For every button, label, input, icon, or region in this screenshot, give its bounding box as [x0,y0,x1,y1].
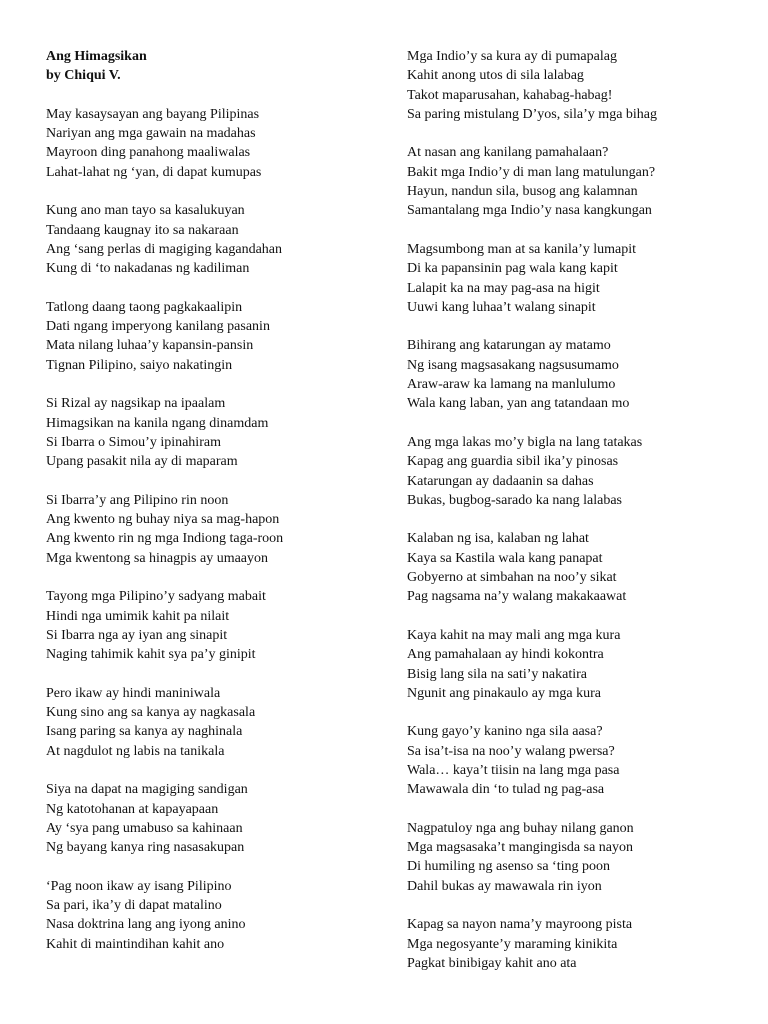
stanza [46,877,376,954]
stanza-gap [407,124,737,143]
stanza [407,529,737,606]
poem-line: Sa pari, ika’y di dapat matalino [46,898,222,914]
stanza-gap [407,703,737,722]
stanza [46,684,376,761]
poem-line: Pagkat binibigay kahit ano ata [407,955,577,971]
poem-line: Sa isa’t-isa na noo’y walang pwersa? [407,743,615,759]
poem-line: Hayun, nandun sila, busog ang kalamnan [407,184,638,200]
stanza-gap [407,414,737,433]
poem-line: Siya na dapat na magiging sandigan [46,782,248,798]
poem-line: ‘Pag noon ikaw ay isang Pilipino [46,878,232,894]
poem-line: Kaya kahit na may mali ang mga kura [407,627,621,643]
stanza [46,201,376,278]
stanza-gap [46,86,376,105]
poem-line: Kung di ‘to nakadanas ng kadiliman [46,261,250,277]
poem-line: Kaya sa Kastila wala kang panapat [407,550,603,566]
stanza [46,105,376,182]
poem-line: Si Ibarra nga ay iyan ang sinapit [46,627,228,643]
poem-line: Mga Indio’y sa kura ay di pumapalag [407,49,617,64]
stanza [46,780,376,857]
poem-line: Lahat-lahat ng ‘yan, di dapat kumupas [46,164,262,180]
stanza [46,394,376,471]
poem-line: Isang paring sa kanya ay naghinala [46,724,243,740]
poem-line: Mayroon ding panahong maaliwalas [46,145,251,161]
poem-line: Katarungan ay dadaanin sa dahas [407,473,594,489]
poem-line: Bihirang ang katarungan ay matamo [407,338,611,354]
poem-line: Pag nagsama na’y walang makakaawat [407,589,627,605]
poem-line: Tandaang kaugnay ito sa nakaraan [46,222,239,238]
poem-line: Bakit mga Indio’y di man lang matulungan? [407,164,656,180]
poem-line: Himagsikan na kanila ngang dinamdam [46,415,269,431]
stanza-gap [407,607,737,626]
poem-line: Ay ‘sya pang umabuso sa kahinaan [46,820,243,836]
poem-line: Araw-araw ka lamang na manlulumo [407,377,616,393]
poem-title: Ang Himagsikan [46,49,147,64]
poem-line: Ng katotohanan at kapayapaan [46,801,219,817]
stanza-gap [407,317,737,336]
poem-line: Mga kwentong sa hinagpis ay umaayon [46,550,269,566]
poem-line: Ang ‘sang perlas di magiging kagandahan [46,241,282,257]
poem-line: Nasa doktrina lang ang iyong anino [46,917,246,933]
stanza-gap [46,568,376,587]
poem-line: Mawawala din ‘to tulad ng pag-asa [407,782,605,798]
stanza-gap [407,896,737,915]
stanza [407,626,737,703]
poem-line: Kung sino ang sa kanya ay nagkasala [46,705,256,721]
right-column [407,47,737,973]
stanza [407,819,737,896]
stanza [46,587,376,664]
poem-line: Dati ngang imperyong kanilang pasanin [46,319,270,335]
poem-line: Pero ikaw ay hindi maniniwala [46,685,221,701]
poem-line: Bisig lang sila na sati’y nakatira [407,666,588,682]
poem-line: Ang mga lakas mo’y bigla na lang tatakas [407,434,643,450]
stanza-gap [407,510,737,529]
stanza [46,491,376,568]
poem-line: Upang pasakit nila ay di maparam [46,454,238,470]
poem-line: Ngunit ang pinakaulo ay mga kura [407,685,602,701]
stanza-gap [46,375,376,394]
poem-line: Si Ibarra o Simou’y ipinahiram [46,434,221,450]
stanza [407,143,737,220]
poem-line: Wala… kaya’t tiisin na lang mga pasa [407,762,620,778]
poem-line: Kalaban ng isa, kalaban ng lahat [407,531,589,547]
poem-line: Ang kwento rin ng mga Indiong taga-roon [46,531,284,547]
poem-line: Uuwi kang luhaa’t walang sinapit [407,299,596,315]
poem-line: Tayong mga Pilipino’y sadyang mabait [46,589,266,605]
stanza-gap [46,665,376,684]
poem-line: Ang pamahalaan ay hindi kokontra [407,647,604,663]
poem-line: Dahil bukas ay mawawala rin iyon [407,878,602,894]
poem-line: Sa paring mistulang D’yos, sila’y mga bihag [407,106,658,122]
stanza [407,47,737,124]
stanza-gap [46,182,376,201]
stanza [407,336,737,413]
poem-line: Nagpatuloy nga ang buhay nilang ganon [407,820,634,836]
poem-line: At nagdulot ng labis na tanikala [46,743,225,759]
poem-line: Tatlong daang taong pagkakaalipin [46,299,243,315]
poem-line: Samantalang mga Indio’y nasa kangkungan [407,203,652,219]
left-column [46,47,376,954]
poem-line: Kung ano man tayo sa kasalukuyan [46,203,245,219]
poem-line: Si Ibarra’y ang Pilipino rin noon [46,492,229,508]
poem-line: Mga magsasaka’t mangingisda sa nayon [407,840,634,856]
poem-author: by Chiqui V. [46,68,121,84]
stanza [407,433,737,510]
poem-line: Ng bayang kanya ring nasasakupan [46,840,245,856]
poem-line: Kahit anong utos di sila lalabag [407,68,584,84]
stanza [407,722,737,799]
poem-line: Tignan Pilipino, saiyo nakatingin [46,357,233,373]
stanza-gap [46,761,376,780]
stanza-gap [407,800,737,819]
poem-line: Si Rizal ay nagsikap na ipaalam [46,396,226,412]
left-stanzas [46,86,376,954]
stanza [46,298,376,375]
poem-line: At nasan ang kanilang pamahalaan? [407,145,609,161]
stanza-gap [46,472,376,491]
poem-line: Kapag ang guardia sibil ika’y pinosas [407,454,619,470]
stanza-gap [46,279,376,298]
poem-line: Naging tahimik kahit sya pa’y ginipit [46,647,256,663]
poem-line: Bukas, bugbog-sarado ka nang lalabas [407,492,622,508]
stanza [407,915,737,973]
stanza-gap [46,857,376,876]
poem-line: Mata nilang luhaa’y kapansin-pansin [46,338,254,354]
poem-line: Kapag sa nayon nama’y mayroong pista [407,917,633,933]
poem-line: Magsumbong man at sa kanila’y lumapit [407,241,637,257]
stanza [407,240,737,317]
poem-line: Di humiling ng asenso sa ‘ting poon [407,859,610,875]
poem-line: Ang kwento ng buhay niya sa mag-hapon [46,512,280,528]
poem-line: Gobyerno at simbahan na noo’y sikat [407,570,617,586]
poem-line: May kasaysayan ang bayang Pilipinas [46,106,260,122]
poem-line: Nariyan ang mga gawain na madahas [46,126,256,142]
poem-line: Lalapit ka na may pag-asa na higit [407,280,600,296]
poem-line: Kung gayo’y kanino nga sila aasa? [407,724,603,740]
stanza-gap [407,221,737,240]
poem-line: Hindi nga umimik kahit pa nilait [46,608,230,624]
poem-line: Kahit di maintindihan kahit ano [46,936,225,952]
poem-line: Mga negosyante’y maraming kinikita [407,936,618,952]
poem-line: Takot maparusahan, kahabag-habag! [407,87,613,103]
right-stanzas [407,47,737,973]
poem-line: Wala kang laban, yan ang tatandaan mo [407,396,630,412]
poem-line: Di ka papansinin pag wala kang kapit [407,261,618,277]
poem-line: Ng isang magsasakang nagsusumamo [407,357,619,373]
